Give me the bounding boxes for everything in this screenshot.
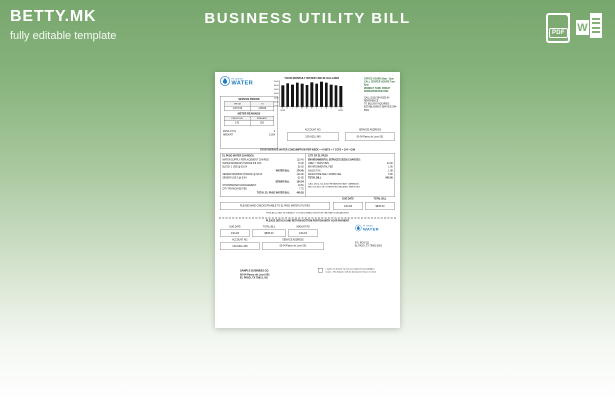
x-tick-label: A [306, 107, 308, 110]
office-line: CALL CENTER HOURS 7am - 6pm [363, 80, 397, 87]
charge-label: CITY OF EL PASO [308, 154, 328, 158]
esd-note-line1: CALL (915) 212-6000 REGARDING ANY GARBAGE, [308, 182, 360, 186]
charge-row [222, 191, 303, 195]
charge-label: STORMWATER MANAGEMENT [222, 184, 257, 187]
charge-amount: 1.06 [388, 165, 393, 169]
bar [301, 84, 304, 110]
bar [339, 86, 342, 110]
service-info-box [220, 96, 278, 149]
charge-label: BLOCK 1 USE @ $2.04 [222, 165, 248, 169]
stub-due-date-label: DUE DATE [229, 225, 241, 229]
y-tick-label: 1000 [273, 104, 279, 107]
to-date: 1/09/20 [251, 106, 274, 111]
chart-year-left: 2019 [280, 109, 286, 112]
bar [310, 82, 313, 106]
meter-readings-table [224, 116, 274, 126]
office-line: ESTABLISHING SERVICE 594-5501 [363, 105, 397, 112]
disconnect-note: THIS ACCOUNT IS SUBJECT TO DISCONNECTION FOR THE PAST DUE AMOUNT [266, 211, 349, 215]
bar [286, 83, 289, 106]
stub-account-value: 100-0011-345 [220, 243, 260, 250]
donate-line1: I agree to donate my excess payment toward Aqua [325, 267, 375, 270]
x-tick-label: J [320, 107, 322, 110]
charge-amount: 440.35 [296, 191, 304, 194]
bar [296, 83, 299, 110]
bar [315, 84, 318, 110]
meter-readings-title: METER READINGS [237, 112, 261, 116]
y-tick-label: 4000 [273, 92, 279, 95]
brand-logo: BETTY.MK [10, 8, 97, 25]
x-tick-label: J [291, 107, 293, 110]
bar [281, 85, 284, 106]
charge-label: WATER SUPPLY REPLACEMENT CHARGE [222, 158, 269, 161]
area-value: 5,204 [269, 133, 275, 137]
stub-total-bill-value: $845.00 [252, 230, 286, 237]
office-line: TO BILLING INQUIRIES [363, 102, 390, 106]
col-present: PRESENT [250, 116, 274, 121]
office-line: WWW.EPWATER.ORG [363, 90, 389, 93]
charge-amount: 104.00 [296, 173, 304, 176]
x-tick-label: M [310, 107, 313, 110]
pdf-label: PDF [549, 28, 568, 38]
stub-total-bill-label: TOTAL BILL [262, 225, 276, 229]
stub-amount-pd-label: AMOUNT PD [296, 225, 310, 229]
service-period-table [224, 101, 274, 111]
esd-note-line2: RECYCLING OR OTHER ESD RELATED SERVICES. [308, 185, 361, 189]
detach-separator [219, 218, 396, 219]
charge-label: WATER MINIMUM CHARGE 5/8 CCF [222, 162, 262, 165]
from-date: 12/07/19 [224, 106, 251, 111]
charges-right-items [308, 154, 393, 180]
charge-amount: 0.96 [388, 173, 393, 176]
office-line: MONDAY THRU FRIDAY [363, 87, 391, 90]
stub-water-logo [355, 225, 379, 232]
charge-label: EL PASO WATER CHARGES: [222, 154, 255, 158]
due-date-label: DUE DATE [342, 197, 354, 201]
stub-due-date-value: 1/31/20 [220, 230, 250, 237]
detach-note: PLEASE DETACH AND RETURN BOTTOM PORTION WITH YOUR PAYMENT [265, 219, 350, 223]
x-tick-label: M [301, 107, 303, 110]
donate-line2: Cares. The balance will be donated to those in need. [325, 270, 377, 273]
charge-amount: 24.00 [386, 162, 393, 165]
stub-address-label: SERVICE ADDRESS [282, 238, 304, 242]
x-tick-label: O [335, 107, 337, 110]
charges-left-items [220, 153, 306, 196]
col-previous: PREVIOUS [224, 116, 250, 121]
bar [330, 85, 333, 110]
y-tick-label: 3000 [273, 96, 279, 99]
x-tick-label: D [286, 107, 289, 110]
word-w-glyph: W [577, 21, 588, 34]
x-tick-label: J [316, 107, 318, 110]
bar [291, 85, 294, 110]
po-box-line2: EL PASO, TX 79961-0001 [354, 244, 383, 248]
stub-amount-pd-value: 1/01/21 [288, 230, 318, 237]
stub-logo-text-bottom: WATER [362, 226, 379, 232]
charge-amount: 7.70 [299, 187, 304, 191]
x-tick-label: A [325, 107, 327, 110]
account-no-label: ACCOUNT NO. [304, 128, 322, 132]
bar [335, 85, 338, 106]
total-bill-label: TOTAL BILL [373, 197, 387, 201]
y-tick-label: 5000 [273, 88, 279, 91]
office-line: OFFICE HOURS 8am - 5pm [363, 77, 394, 80]
charge-amount: 174.40 [296, 169, 304, 172]
checks-payable-cell: PLEASE MAKE CHECKS PAYABLE TO EL PASO WATER UTILITIES [220, 202, 330, 210]
bar [325, 83, 328, 110]
stub-address-value: 00-04 Paseo de Leon 001 [262, 243, 324, 250]
charge-label: SALES TAX [308, 169, 321, 172]
po-box-address [355, 241, 382, 248]
bill-document-preview [215, 72, 400, 328]
donate-text [326, 268, 394, 274]
pdf-download-icon[interactable] [546, 13, 570, 43]
x-tick-label: N [281, 107, 284, 110]
zone-label: ZONA CYCL [222, 130, 237, 133]
service-address-value: 00-04 Paseo de Leon 001 [345, 133, 395, 141]
y-tick-label: 6000 [273, 84, 279, 87]
charge-label: TOTAL EL PASO WATER BILL [256, 191, 290, 194]
po-box-line1: P.O. BOX 511 [354, 241, 370, 244]
charge-amount: 845.00 [385, 176, 393, 180]
charge-label: ENVIRONMENTAL SERVICES (ESD) CHARGES: [308, 158, 361, 161]
due-date-value: 1/31/20 [333, 202, 363, 210]
service-period-title: SERVICE PERIOD [238, 97, 260, 101]
total-bill-value: $845.00 [365, 202, 395, 210]
charge-label: SEWER BILL [275, 180, 290, 183]
mailing-address [240, 269, 270, 279]
mailing-line3: EL PASO, TX 79911, US [239, 276, 268, 280]
charge-amount: 110.40 [296, 158, 304, 161]
water-drop-icon [355, 225, 362, 232]
charge-label: ENVIRONMENTAL FEE [308, 165, 334, 169]
charge-amount: 00.00 [297, 165, 304, 169]
zone-value: 2 [273, 130, 275, 133]
logo-text-bottom: WATER [231, 79, 254, 86]
charge-label: TOTAL BILL [308, 176, 322, 180]
charge-label: SEWER USE 5 @ $.04 [222, 176, 247, 180]
brand-tagline: fully editable template [10, 30, 117, 42]
charge-label: WATER BILL [275, 169, 290, 172]
chart-bars [280, 80, 344, 110]
y-tick-label: 2000 [273, 100, 279, 103]
zone-rows [220, 130, 277, 137]
x-tick-label: N [340, 107, 342, 110]
donate-checkbox[interactable] [318, 268, 323, 272]
bar [320, 82, 323, 110]
charge-label: FRANCHISE FEE / ADMIN FEE [308, 173, 342, 176]
charge-amount: 74.00 [297, 162, 304, 165]
word-download-icon[interactable] [576, 13, 604, 40]
service-address-label: SERVICE ADDRESS [358, 128, 381, 132]
stub-account-label: ACCOUNT NO. [232, 238, 248, 242]
charge-amount: -31.80 [297, 176, 304, 180]
charge-row [308, 176, 393, 180]
chart-year-right: 2020 [338, 109, 343, 112]
charge-amount: 134.34 [296, 180, 304, 183]
water-utility-logo [220, 76, 253, 86]
charge-label: GREY / TRASH BIN [308, 162, 329, 165]
office-line: CALL (915) 594-5500 IN REFERENCE [363, 96, 390, 102]
bar [306, 85, 309, 110]
usage-chart [272, 77, 349, 112]
x-tick-label: F [296, 107, 298, 110]
average-consumption-line: YOUR AVERAGE WATER CONSUMPTION PER WEEK = 4 UNITS = 7 CCFS = 124 = G/W [259, 148, 356, 152]
present-reading: 156 [250, 121, 274, 126]
water-drop-icon [220, 76, 230, 86]
charge-label: CITY FRANCHISE FEE [222, 187, 247, 191]
pdf-fold-corner [564, 13, 570, 25]
charge-label: SEWER MINIMUM CHARGE @ $4.04 [222, 173, 263, 176]
charge-amount: 10.81 [297, 184, 304, 187]
stub-logo-text-top: el paso [362, 224, 373, 228]
account-no-value: 100-0011-345 [287, 133, 339, 141]
charge-amount: 1.98 [388, 169, 393, 172]
word-page-lines [590, 13, 602, 38]
y-tick-label: 7000 [273, 80, 279, 83]
x-tick-label: S [330, 107, 332, 110]
page-title: BUSINESS UTILITY BILL [204, 10, 411, 27]
office-info [364, 77, 398, 112]
mailing-line1: SAMPLE BUSINESS CO. [239, 269, 270, 273]
col-from: FROM [224, 101, 251, 106]
charges-box [220, 153, 395, 197]
chart-title: YOUR MONTHLY WATER USE IN GALLONS [284, 76, 340, 80]
previous-reading: 142 [224, 121, 250, 126]
logo-text-top: el paso [231, 76, 244, 81]
mailing-line2: 00-04 Paseo de Leon 001 [239, 272, 270, 276]
col-to: TO [251, 101, 274, 106]
area-label: AREA/RT [222, 133, 234, 137]
